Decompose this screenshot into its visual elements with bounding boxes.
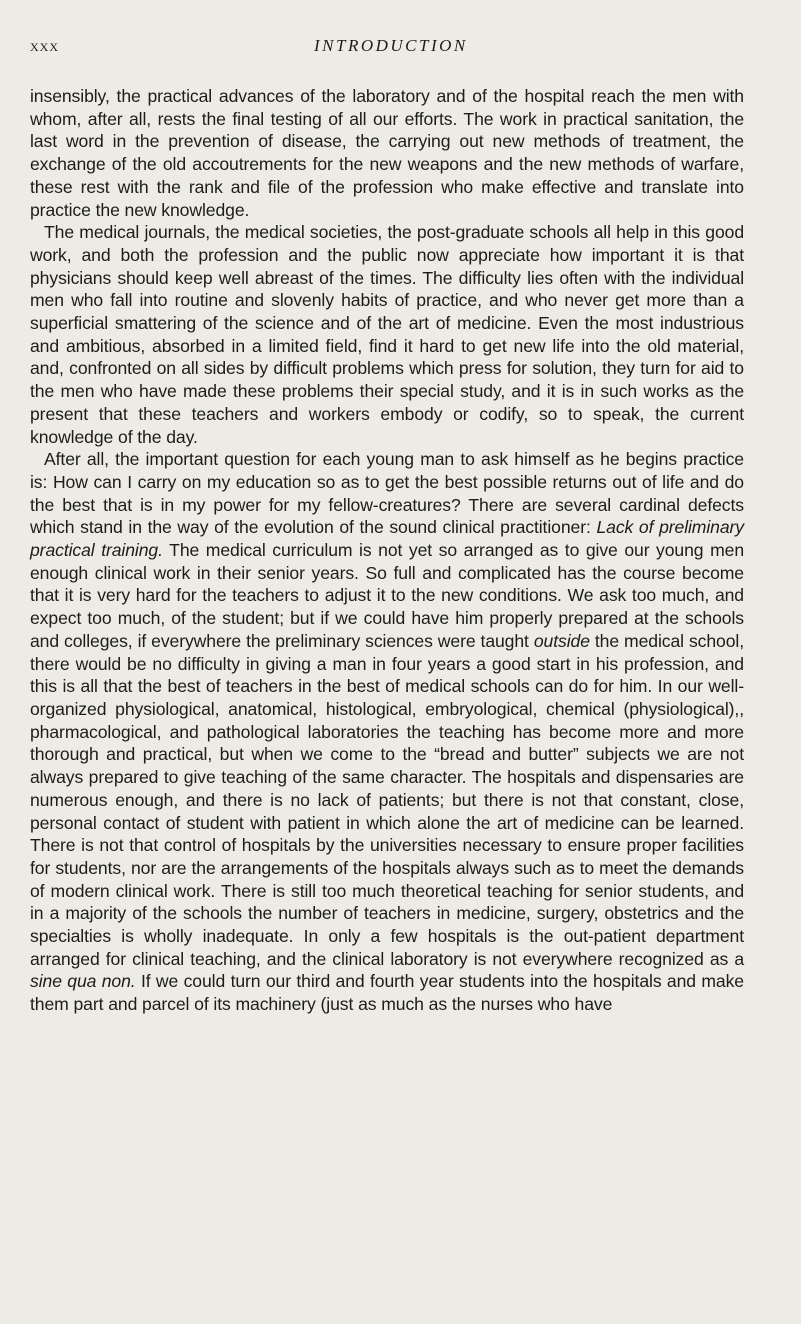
paragraph-3-part-2: The medical curriculum is not yet so arranged as to give our young men enough clinical work in their senior years. So full and complicated has the course become that it is very hard for the teachers to adjust it to the new conditions. We ask too much, and expect too much, of the student; but if we could have him properly prepared at the schools and colleges, if everywhere the preliminary sciences were taught [30,540,745,651]
running-head [30,36,750,66]
paragraph-3-part-1: After all, the important question for each young man to ask himself as he begins practice is: How can I carry on my education so as to get the best possible returns out of life and do the best that is in my power for my fellow-creatures? There are several cardinal defects which stand in the way of the evolution of the sound clinical practitioner: [30,449,744,538]
paragraph-2: The medical journals, the medical societies, the post-graduate schools all help in this good work, and both the profession and the public now appreciate how important it is that physicians should keep well abreast of the times. The difficulty lies often with the individual men who fall into routine and slovenly habits of practice, and who never get more than a superficial smattering of the science and of the art of medicine. Even the most industrious and ambitious, absorbed in a limited field, find it hard to get new life into the old material, and, confronted on all sides by difficult problems which press for solution, they turn for aid to the men who have made these problems their special study, and it is in such works as the present that these teachers and workers embody or codify, so to speak, the current knowledge of the day. [30,222,744,447]
paragraph-1: insensibly, the practical advances of the laboratory and of the hospital reach the men with whom, after all, rests the final testing of all our efforts. The work in practical sanitation, the last word in the prevention of disease, the carrying out new methods of treatment, the exchange of the old accoutrements for the new weapons and the new methods of warfare, these rest with the rank and file of the profession who make effective and translate into practice the new knowledge. [30,86,744,220]
paragraph-3 [30,448,744,1016]
page-number: xxx [30,36,59,55]
body-text [30,85,744,1016]
emphasis-outside: outside [533,630,590,651]
emphasis-lack-of-training: Lack of preliminary practical training. [30,517,745,561]
paragraph-3-part-4: If we could turn our third and fourth year students into the hospitals and make them part and parcel of its machinery (just as much as the nurses who have [30,971,744,1015]
emphasis-sine-qua-non: sine qua non. [30,971,136,992]
running-title: INTRODUCTION [314,36,468,55]
paragraph-3-part-3: the medical school, there would be no difficulty in giving a man in four years a good start in his profession, and this is all that the best of teachers in the best of medical schools can do for him. In our well-organized physiological, anatomical, histological, embryological, chemical (physiological),, pharmacological, and pathological laboratories the teaching has become more and more thorough and practical, but when we come to the “bread and butter” subjects we are not always prepared to give teaching of the same character. The hospitals and dispensaries are numerous enough, and there is no lack of patients; but there is not that constant, close, personal contact of student with patient in which alone the art of medicine can be learned. There is not that control of hospitals by the universities necessary to ensure proper facilities for students, nor are the arrangements of the hospitals always such as to meet the demands of modern clinical work. There is still too much theoretical teaching for senior students, and in a majority of the schools the number of teachers in medicine, surgery, obstetrics and the specialties is wholly inadequate. In only a few hospitals is the out-patient department arranged for clinical teaching, and the clinical laboratory is not everywhere recognized as a [30,630,744,969]
